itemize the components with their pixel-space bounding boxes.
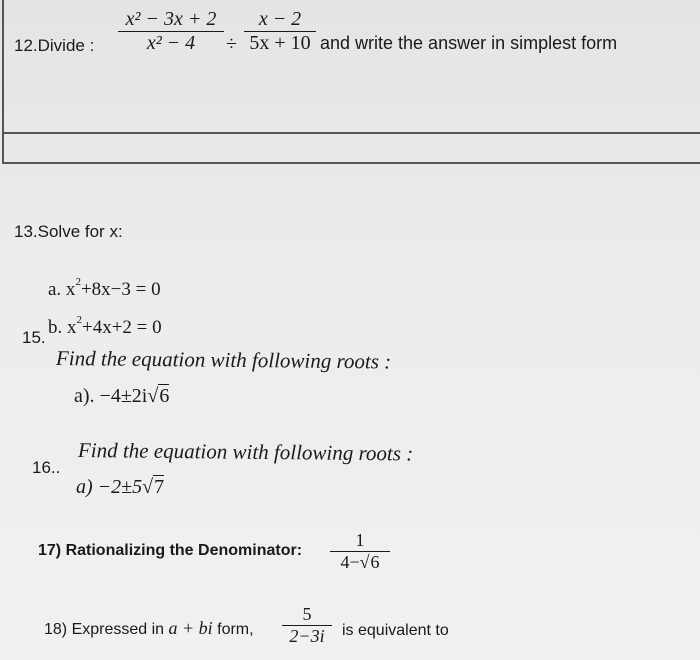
- q12-fraction-2-denominator: 5x + 10: [249, 32, 311, 54]
- q18-label: [44, 618, 254, 639]
- q12-fraction-2: [244, 8, 316, 55]
- q17-numerator: 1: [355, 530, 365, 550]
- q15-label: 15.: [22, 328, 46, 347]
- q16-prompt: Find the equation with following roots :: [77, 438, 414, 466]
- q13-item-b-rest: +4x+2 = 0: [82, 317, 162, 338]
- q18-suffix: is equivalent to: [342, 622, 449, 639]
- box-line-top: [2, 132, 700, 134]
- q15-radicand: 6: [159, 385, 170, 407]
- q15-item-a: [74, 385, 169, 408]
- q17-radicand: 6: [370, 552, 380, 572]
- q17-denominator-lead: 4−: [340, 552, 360, 572]
- q16-item-a-lead: a) −2±5: [76, 476, 143, 498]
- q18-label-tail: form,: [217, 621, 254, 638]
- q18-numerator: 5: [302, 604, 312, 624]
- q13-item-a: [48, 276, 161, 301]
- q12-fraction-1: [118, 8, 224, 55]
- box-line-bottom: [2, 162, 700, 164]
- q12-label: 12.Divide :: [14, 36, 95, 55]
- q13-item-b-lead: b. x: [48, 317, 77, 338]
- q18-denominator: 2−3i: [289, 626, 325, 646]
- q16-item-a: [76, 476, 164, 499]
- box-left-border: [2, 0, 4, 162]
- q15-prompt: Find the equation with following roots :: [55, 346, 392, 374]
- q17-label: 17) Rationalizing the Denominator:: [38, 542, 303, 559]
- q16-label: 16..: [32, 458, 61, 477]
- q13-item-b: [48, 314, 162, 339]
- q17-fraction: [330, 530, 390, 573]
- q13-item-a-exponent: 2: [75, 276, 81, 288]
- q13-item-a-lead: a. x: [48, 279, 76, 300]
- q18-label-math: a + bi: [168, 618, 213, 638]
- q12-fraction-1-denominator: x² − 4: [146, 32, 196, 54]
- q13-item-b-exponent: 2: [76, 314, 82, 326]
- q15-sqrt-sign: √: [147, 385, 159, 407]
- q18-fraction: [282, 604, 332, 647]
- q16-sqrt-sign: √: [142, 476, 154, 498]
- q18-label-lead: 18) Expressed in: [44, 621, 165, 638]
- q12-instruction: and write the answer in simplest form: [320, 33, 618, 53]
- q12-divide-sign: ÷: [226, 33, 237, 55]
- q17-sqrt-sign: √: [359, 552, 370, 572]
- q13-label: 13.Solve for x:: [14, 222, 123, 241]
- q13-item-a-rest: +8x−3 = 0: [80, 279, 161, 300]
- q12-fraction-1-numerator: x² − 3x + 2: [125, 8, 217, 30]
- q15-item-a-lead: a). −4±2i: [74, 385, 148, 407]
- q16-radicand: 7: [154, 476, 165, 498]
- q12-fraction-2-numerator: x − 2: [258, 8, 302, 30]
- q17-denominator: [330, 552, 390, 573]
